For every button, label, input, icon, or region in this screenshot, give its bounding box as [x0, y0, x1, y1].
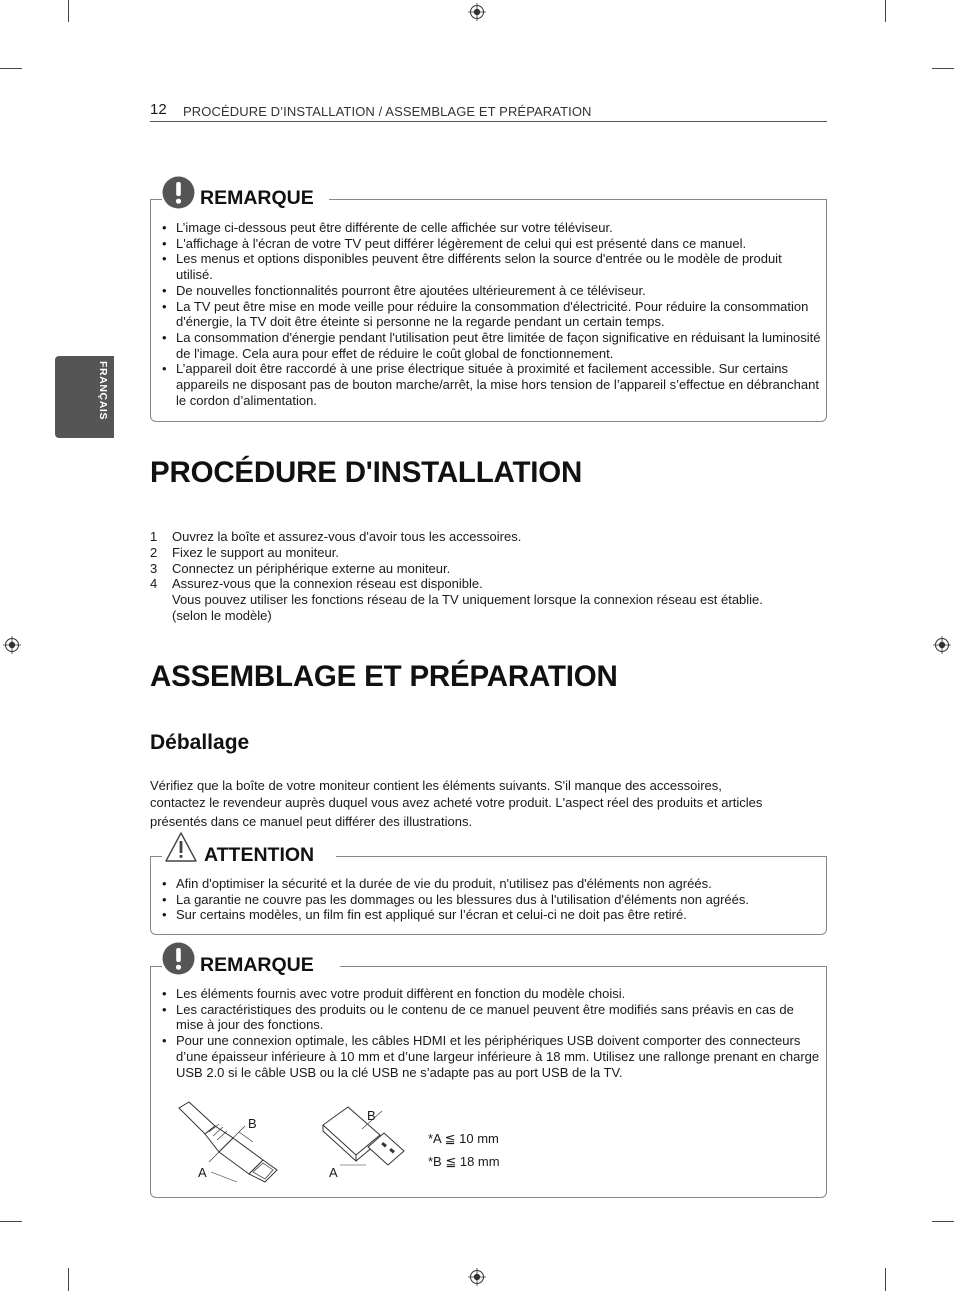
note-box-side: [826, 199, 827, 209]
note-box-side: [150, 966, 151, 976]
installation-steps: [150, 529, 830, 624]
list-item: • L'affichage à l'écran de votre TV peut différer légèrement de celui qui est présenté dans ce manuel.: [162, 236, 822, 252]
step-note: Vous pouvez utiliser les fonctions réseau de la TV uniquement lorsque la connexion réseau est établie.: [172, 592, 763, 608]
list-item: • Pour une connexion optimale, les câbles HDMI et les périphériques USB doivent comporter des connecteurs d’une épaisseur inférieure à 10 mm et d’une largeur inférieure à 18 mm. Utilisez une rallonge prenant en charge USB 2.0 si le câble USB ou la clé USB ne s’adapte pas au port USB de la TV.: [162, 1033, 822, 1080]
step-text: Fixez le support au moniteur.: [172, 544, 339, 560]
paragraph-line: contactez le revendeur auprès duquel vous avez acheté votre produit. L'aspect réel des produits et articles: [150, 795, 763, 810]
step-number: 1: [150, 529, 158, 544]
page-number: 12: [150, 101, 167, 118]
list-item: • Sur certains modèles, un film fin est appliqué sur l’écran et celui-ci ne doit pas être retiré.: [162, 907, 822, 923]
list-item: • De nouvelles fonctionnalités pourront être ajoutées ultérieurement à ce téléviseur.: [162, 283, 822, 299]
step-number: 3: [150, 560, 158, 576]
step-number: 4: [150, 576, 158, 592]
language-tab-label: FRANÇAIS: [97, 361, 109, 421]
usb-label-a: A: [329, 1165, 338, 1180]
dimension-b: *B ≦ 18 mm: [428, 1154, 500, 1169]
note-title: REMARQUE: [198, 187, 320, 210]
exclamation-circle-icon: [162, 176, 195, 209]
section-heading-assembly: ASSEMBLAGE ET PRÉPARATION: [150, 660, 618, 693]
registration-mark-icon: [3, 636, 21, 654]
step-text: Ouvrez la boîte et assurez-vous d'avoir tous les accessoires.: [172, 529, 522, 544]
usb-label-b: B: [367, 1108, 376, 1123]
note-list: [162, 220, 822, 408]
step-item: [150, 576, 830, 623]
attention-title: ATTENTION: [202, 844, 320, 867]
attention-box-top-line: [150, 856, 162, 857]
crop-mark: [885, 0, 886, 22]
list-item: • Les menus et options disponibles peuvent être différents selon la source d'entrée ou le modèle de produit utilisé.: [162, 251, 822, 282]
language-tab: [55, 356, 114, 438]
list-item: • La garantie ne couvre pas les dommages ou les blessures dus à l'utilisation d'éléments non agréés.: [162, 892, 822, 908]
attention-box-top-line: [336, 856, 827, 857]
registration-mark-icon: [468, 3, 486, 21]
crop-mark: [885, 1268, 886, 1291]
note-title: REMARQUE: [198, 954, 320, 977]
hdmi-label-a: A: [198, 1165, 207, 1180]
crop-mark: [932, 1221, 954, 1222]
crop-mark: [932, 68, 954, 69]
list-item: • L’appareil doit être raccordé à une prise électrique située à proximité et facilement accessible. Sur certains appareils ne disposant pas de bouton marche/arrêt, la mise hors tension de l’appareil s’effectue en débranchant le cordon d’alimentation.: [162, 361, 822, 408]
exclamation-circle-icon: [162, 942, 195, 975]
note-box-top-line: [329, 199, 827, 200]
list-item: • La TV peut être mise en mode veille pour réduire la consommation d'électricité. Pour réduire la consommation d'énergie, la TV doit être éteinte si personne ne la regarde pendant un certain temps.: [162, 299, 822, 330]
registration-mark-icon: [468, 1268, 486, 1286]
list-item: • Afin d'optimiser la sécurité et la durée de vie du produit, n'utilisez pas d'éléments non agréés.: [162, 876, 822, 892]
note-box-side: [150, 199, 151, 209]
hdmi-label-b: B: [248, 1116, 257, 1131]
paragraph-line: Vérifiez que la boîte de votre moniteur contient les éléments suivants. S'il manque des accessoires,: [150, 778, 722, 793]
list-item: • L’image ci-dessous peut être différente de celle affichée sur votre téléviseur.: [162, 220, 822, 236]
warning-triangle-icon: [164, 831, 198, 863]
note-list: [162, 986, 822, 1080]
paragraph-line: présentés dans ce manuel peut différer des illustrations.: [150, 814, 473, 829]
step-note: (selon le modèle): [172, 607, 272, 623]
subheading-unpacking: Déballage: [150, 731, 250, 754]
step-text: Connectez un périphérique externe au moniteur.: [172, 560, 451, 576]
list-item: • Les caractéristiques des produits ou le contenu de ce manuel peuvent être modifiés sans préavis en cas de mise à jour des fonctions.: [162, 1002, 822, 1033]
note-box-top-line: [150, 199, 162, 200]
note-box-side: [826, 966, 827, 976]
dimension-a: *A ≦ 10 mm: [428, 1131, 499, 1146]
attention-list: [162, 876, 822, 923]
page-header: [150, 101, 827, 122]
crop-mark: [0, 68, 22, 69]
crop-mark: [68, 0, 69, 22]
crop-mark: [0, 1221, 22, 1222]
note-box-top-line: [340, 966, 827, 967]
list-item: • La consommation d'énergie pendant l'utilisation peut être limitée de façon significative en réduisant la luminosité de l'image. Cela aura pour effet de réduire le coût global de fonctionnement.: [162, 330, 822, 361]
attention-box-side: [150, 856, 151, 866]
crop-mark: [68, 1268, 69, 1291]
step-item: [150, 545, 830, 561]
note-box-top-line: [150, 966, 162, 967]
step-text: Assurez-vous que la connexion réseau est disponible.: [172, 576, 483, 592]
registration-mark-icon: [933, 636, 951, 654]
step-item: [150, 561, 830, 577]
hdmi-connector-illustration: [175, 1100, 285, 1185]
step-number: 2: [150, 544, 158, 560]
attention-box-side: [826, 856, 827, 866]
step-item: [150, 529, 830, 545]
running-title: PROCÉDURE D’INSTALLATION / ASSEMBLAGE ET PRÉPARATION: [183, 104, 592, 119]
list-item: • Les éléments fournis avec votre produit diffèrent en fonction du modèle choisi.: [162, 986, 822, 1002]
section-heading-installation: PROCÉDURE D'INSTALLATION: [150, 456, 583, 489]
connector-dimensions: [428, 1127, 500, 1173]
unpacking-paragraph: [150, 777, 830, 830]
